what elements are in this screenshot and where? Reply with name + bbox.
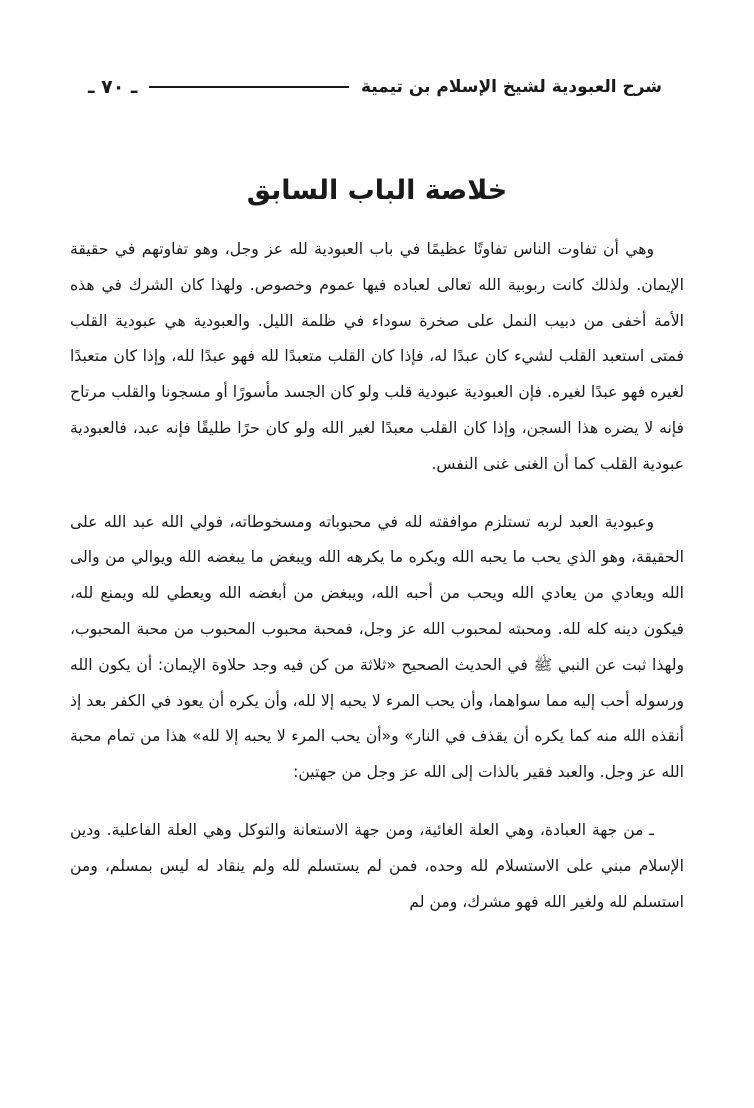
paragraph: وهي أن تفاوت الناس تفاوتًا عظيمًا في باب العبودية لله عز وجل، وهو تفاوتهم في حقيقة الإيمان. ولذلك كانت ربوبية الله تعالى لعباده فيها عموم وخصوص. ولهذا كان الشرك في هذه الأمة أخفى من دبيب النمل على صخرة سوداء في ظلمة الليل. والعبودية هي عبودية القلب فمتى استعبد القلب لشيء كان عبدًا له، فإذا كان القلب متعبدًا لله فهو عبدًا لله، وإذا كان متعبدًا لغيره فهو عبدًا لغيره. فإن العبودية عبودية قلب ولو كان الجسد مأسورًا أو مسجونا والقلب مرتاح فإنه لا يضره هذا السجن، وإذا كان القلب معبدًا لغير الله ولو كان حرًا طليقًا فإنه عبد، فالعبودية عبودية القلب كما أن الغنى غنى النفس. (70, 240, 684, 473)
header-book-title: شرح العبودية لشيخ الإسلام بن تيمية (360, 77, 662, 97)
page-number: ـ ٧٠ ـ (88, 76, 138, 98)
chapter-title: خلاصة الباب السابق (246, 175, 508, 206)
paragraph: وعبودية العبد لربه تستلزم موافقته لله في محبوباته ومسخوطاته، فولي الله عبد الله على الحقيقة، وهو الذي يحب ما يحبه الله ويكره ما يكرهه الله ويبغض ما يبغضه الله ويوالي من والى الله ويعادي من يعادي الله ويحب من أحبه الله، ويبغض من أبغضه الله ويعطي لله ويمنع لله، فيكون دينه كله لله. ومحبته لمحبوب الله عز وجل، فمحبة محبوب المحبوب من محبة المحبوب، ولهذا ثبت عن النبي ﷺ في الحديث الصحيح «ثلاثة من كن فيه وجد حلاوة الإيمان: أن يكون الله ورسوله أحب إليه مما سواهما، وأن يحب المرء لا يحبه إلا لله، وأن يكره أن يعود في الكفر بعد إذ أنقذه الله منه كما يكره أن يقذف في النار» و«أن يحب المرء لا يحبه إلا لله» هذا من تمام محبة الله عز وجل. والعبد فقير بالذات إلى الله عز وجل من جهتين: (70, 512, 684, 782)
header-rule (149, 86, 349, 88)
paragraph: ـ من جهة العبادة، وهي العلة الغائية، ومن جهة الاستعانة والتوكل وهي العلة الفاعلية. ودين الإسلام مبني على الاستسلام لله وحده، فمن لم يستسلم لله ولم ينقاد له ليس بمسلم، ومن استسلم لله ولغير الله فهو مشرك، ومن لم (70, 820, 684, 911)
body-text (70, 232, 684, 920)
running-header (88, 70, 662, 104)
